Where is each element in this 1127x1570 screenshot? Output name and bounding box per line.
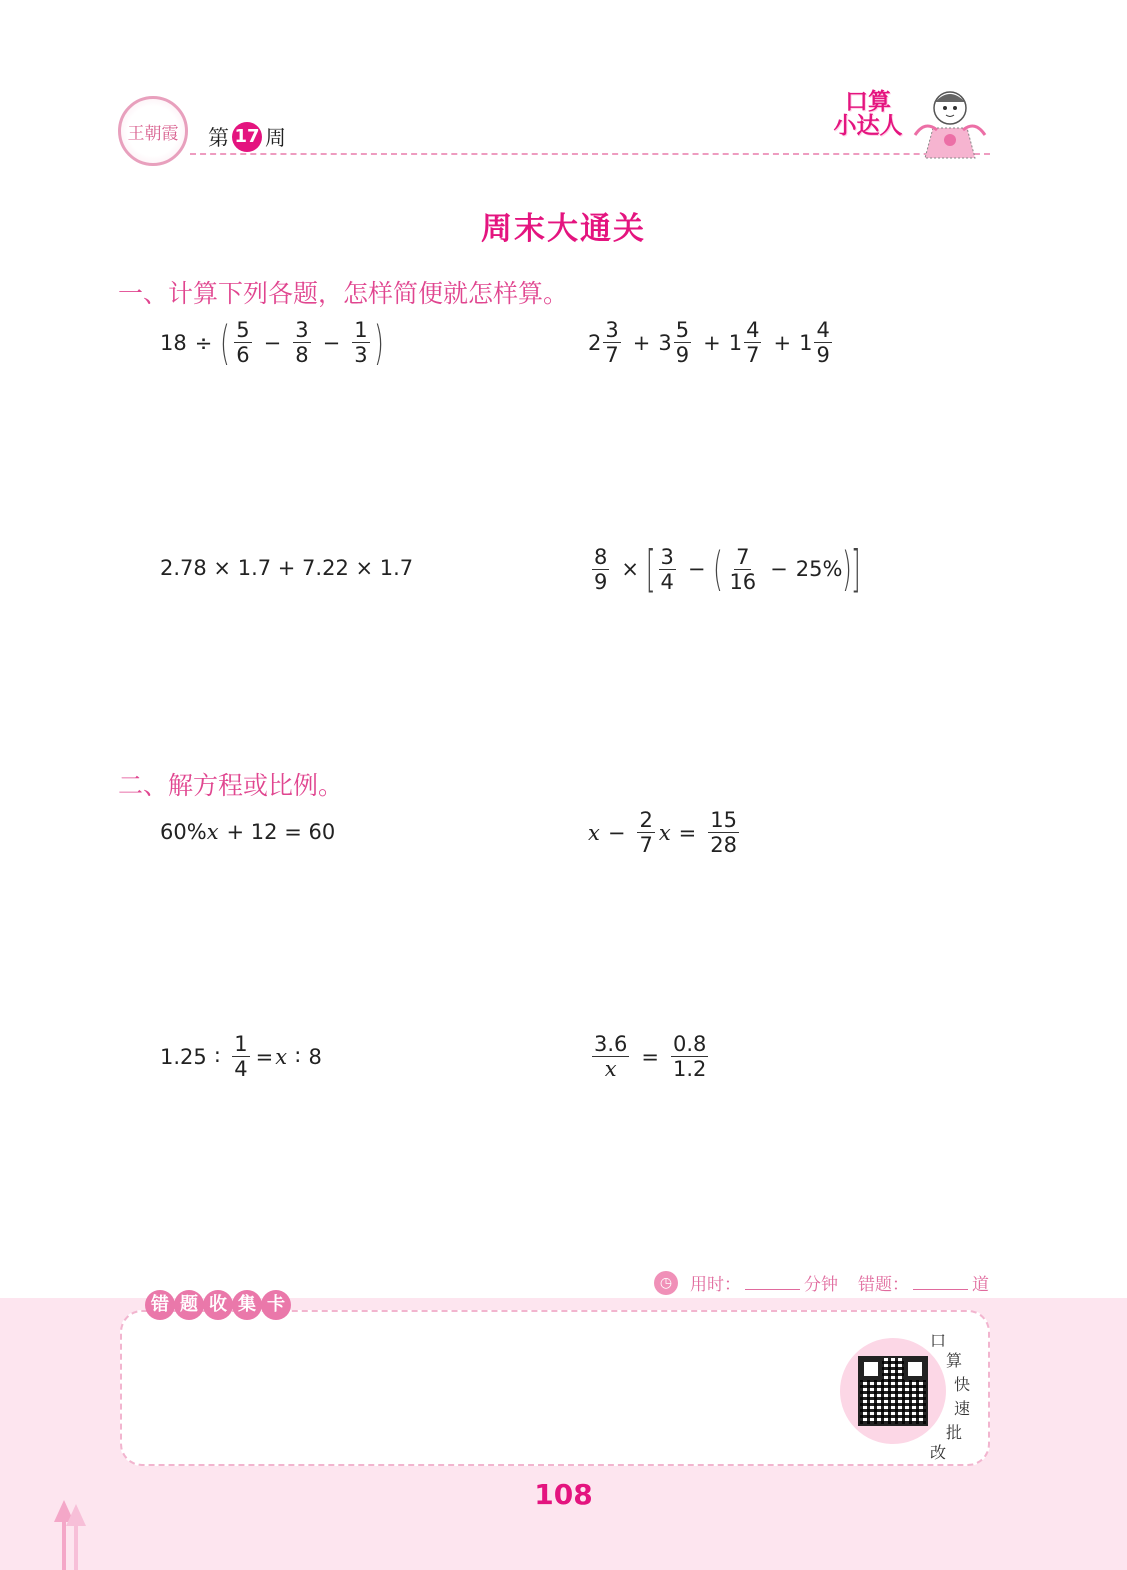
error-card-label: [145, 1290, 290, 1320]
card-label-char: 错: [145, 1290, 175, 1320]
brand-logo-text: 王朝霞: [127, 123, 179, 144]
series-badge: [832, 90, 904, 138]
variable-x: x: [588, 820, 600, 845]
qr-caption-char: 批: [946, 1423, 963, 1442]
timer-record: [654, 1270, 989, 1295]
calc-problem-4: [588, 540, 862, 598]
fraction: $\frac{1}{4}$: [234, 1032, 248, 1081]
fraction: $\frac{15}{28}$: [710, 808, 738, 857]
plus-sign: +: [703, 330, 721, 355]
times-sign: ×: [621, 557, 639, 581]
fraction: $\frac{7}{16}$: [729, 544, 757, 594]
qr-caption-char: 速: [954, 1399, 971, 1418]
minus-sign: −: [687, 557, 706, 581]
fraction: $\frac{3}{7}$: [605, 318, 619, 367]
series-badge-line2: 小达人: [833, 113, 903, 139]
equation-1: [160, 820, 335, 844]
section-1-heading: 一、计算下列各题，怎样简便就怎样算。: [118, 279, 569, 308]
whole-number: 1: [728, 330, 743, 355]
qr-caption-char: 算: [946, 1351, 963, 1370]
card-label-char: 集: [232, 1290, 262, 1320]
equals-sign: =: [255, 1044, 274, 1069]
right-paren: ): [373, 315, 384, 370]
week-number-badge: 17: [232, 122, 262, 152]
right-bracket: ]: [851, 540, 862, 598]
qr-code-badge[interactable]: [840, 1338, 946, 1444]
qr-caption-char: 改: [930, 1443, 947, 1462]
minus-sign: −: [263, 330, 282, 355]
whole-number: 2: [588, 330, 602, 355]
errors-label: 错题：: [858, 1275, 909, 1295]
calc-problem-1: [160, 315, 384, 370]
stopwatch-icon: ◷: [654, 1271, 678, 1295]
proportion-1-lead: 1.25: [160, 1044, 207, 1069]
card-label-char: 卡: [261, 1290, 291, 1320]
card-label-char: 题: [174, 1290, 204, 1320]
fraction: $\frac{0.8}{1.2}$: [673, 1032, 707, 1081]
equation-1-rest: + 12 = 60: [226, 820, 336, 844]
minus-sign: −: [770, 557, 788, 581]
divide-sign: ÷: [194, 330, 213, 355]
fraction: $\frac{3}{4}$: [660, 544, 674, 594]
qr-code-icon[interactable]: [858, 1356, 928, 1426]
fraction: $\frac{1}{3}$: [354, 318, 368, 367]
time-unit: 分钟: [804, 1275, 838, 1295]
left-bracket: [: [645, 540, 656, 598]
series-badge-line1: 口算: [845, 89, 891, 115]
minus-sign: −: [322, 330, 341, 355]
left-paren: (: [220, 315, 231, 370]
time-blank[interactable]: [745, 1275, 800, 1290]
page-number: 108: [534, 1478, 593, 1511]
proportion-1-tail: 8: [308, 1044, 322, 1069]
whole-number: 1: [799, 330, 813, 355]
week-prefix: 第: [208, 126, 229, 150]
errors-unit: 道: [972, 1275, 989, 1295]
plus-sign: +: [632, 330, 651, 355]
qr-caption-char: 口: [930, 1331, 947, 1350]
card-label-char: 收: [203, 1290, 233, 1320]
proportion-2: [588, 1032, 712, 1081]
week-suffix: 周: [265, 126, 286, 150]
variable-x: x: [658, 820, 671, 845]
calc-problem-2: [588, 318, 836, 367]
minus-sign: −: [607, 820, 626, 845]
ratio-sign: ∶: [214, 1044, 221, 1069]
fraction: $\frac{3.6}{x}$: [594, 1032, 628, 1081]
fraction: $\frac{4}{7}$: [746, 318, 760, 367]
brand-logo: [118, 96, 188, 166]
variable-x: x: [275, 1044, 288, 1069]
plus-sign: +: [773, 330, 792, 355]
ratio-sign: ∶: [295, 1044, 301, 1069]
equation-1-lead: 60%: [160, 820, 207, 844]
fraction: $\frac{2}{7}$: [639, 808, 653, 857]
errors-blank[interactable]: [913, 1275, 968, 1290]
equals-sign: =: [641, 1044, 660, 1069]
percent-value: 25%: [795, 557, 843, 581]
qr-caption-char: 快: [954, 1375, 971, 1394]
arrow-up-icon: [54, 1500, 94, 1570]
proportion-1: [160, 1032, 322, 1081]
equation-2: [588, 808, 743, 857]
week-indicator: [208, 122, 286, 152]
fraction: $\frac{5}{6}$: [236, 318, 250, 367]
fraction: $\frac{5}{9}$: [675, 318, 690, 367]
fraction: $\frac{3}{8}$: [295, 318, 309, 367]
right-paren: ): [842, 542, 853, 596]
mascot-illustration: [905, 80, 995, 170]
calc-problem-1-lead: 18: [160, 330, 187, 355]
fraction: $\frac{8}{9}$: [594, 544, 608, 594]
page-title: 周末大通关: [481, 211, 646, 247]
variable-x: x: [206, 820, 219, 844]
left-paren: (: [713, 542, 724, 596]
calc-problem-3: 2.78 × 1.7 + 7.22 × 1.7: [160, 556, 414, 580]
fraction: $\frac{4}{9}$: [816, 318, 830, 367]
section-2-heading: 二、解方程或比例。: [118, 771, 344, 800]
time-label: 用时：: [690, 1275, 741, 1295]
whole-number: 3: [658, 330, 672, 355]
header-divider: [190, 153, 990, 155]
equals-sign: =: [678, 820, 697, 845]
